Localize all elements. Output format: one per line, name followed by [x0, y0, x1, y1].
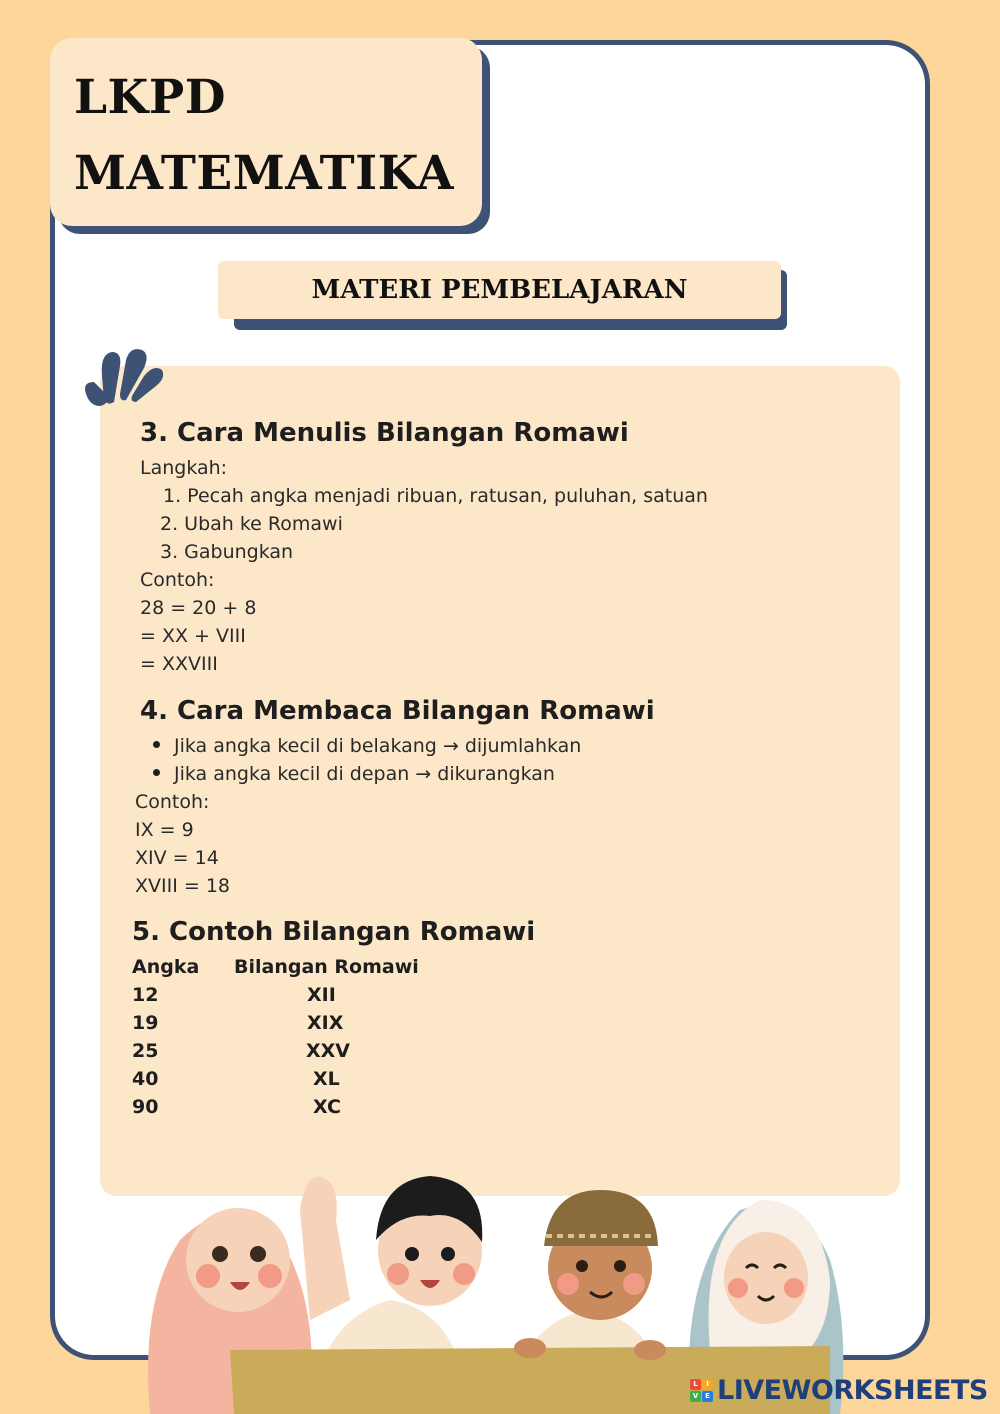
bullet-dot [153, 741, 160, 748]
example-3-2: = XX + VIII [140, 625, 246, 647]
title-box [50, 38, 482, 226]
section-5-heading: 5. Contoh Bilangan Romawi [132, 917, 536, 947]
col-romawi-header: Bilangan Romawi [234, 956, 419, 978]
liveworksheets-logo-icon [690, 1379, 713, 1402]
title-line-1: LKPD [74, 70, 226, 125]
table-row-angka: 40 [132, 1068, 159, 1090]
title-line-2: MATEMATIKA [74, 146, 455, 201]
bullet-dot [153, 769, 160, 776]
logo-letter: E [702, 1391, 713, 1402]
example-4-3: XVIII = 18 [135, 875, 230, 897]
example-4-1: IX = 9 [135, 819, 194, 841]
section-3-heading: 3. Cara Menulis Bilangan Romawi [140, 418, 629, 448]
logo-letter: V [690, 1391, 701, 1402]
example-4-2: XIV = 14 [135, 847, 219, 869]
contoh-label-3: Contoh: [140, 569, 215, 591]
contoh-label-4: Contoh: [135, 791, 210, 813]
liveworksheets-watermark [690, 1374, 988, 1406]
langkah-label: Langkah: [140, 457, 228, 479]
bullet-1-text: Jika angka kecil di belakang → dijumlahkan [174, 735, 582, 757]
table-row-romawi: XII [307, 984, 336, 1006]
table-row-romawi: XXV [306, 1040, 351, 1062]
watermark-text: LIVEWORKSHEETS [717, 1374, 988, 1406]
step-1: 1. Pecah angka menjadi ribuan, ratusan, puluhan, satuan [163, 485, 708, 507]
section-banner: MATERI PEMBELAJARAN [218, 261, 781, 319]
example-3-1: 28 = 20 + 8 [140, 597, 257, 619]
table-row-romawi: XIX [307, 1012, 344, 1034]
bullet-2-text: Jika angka kecil di depan → dikurangkan [174, 763, 555, 785]
table-row-angka: 90 [132, 1096, 159, 1118]
table-row-romawi: XC [313, 1096, 341, 1118]
bullet-2 [153, 760, 555, 788]
table-row-angka: 19 [132, 1012, 159, 1034]
example-3-3: = XXVIII [140, 653, 218, 675]
logo-letter: I [702, 1379, 713, 1390]
logo-letter: L [690, 1379, 701, 1390]
section-4-heading: 4. Cara Membaca Bilangan Romawi [140, 696, 655, 726]
step-3: 3. Gabungkan [160, 541, 294, 563]
bullet-1 [153, 732, 581, 760]
step-2: 2. Ubah ke Romawi [160, 513, 343, 535]
table-row-angka: 12 [132, 984, 159, 1006]
col-angka-header: Angka [132, 956, 200, 978]
table-row-romawi: XL [313, 1068, 340, 1090]
table-row-angka: 25 [132, 1040, 159, 1062]
burst-decoration-icon [80, 346, 170, 416]
